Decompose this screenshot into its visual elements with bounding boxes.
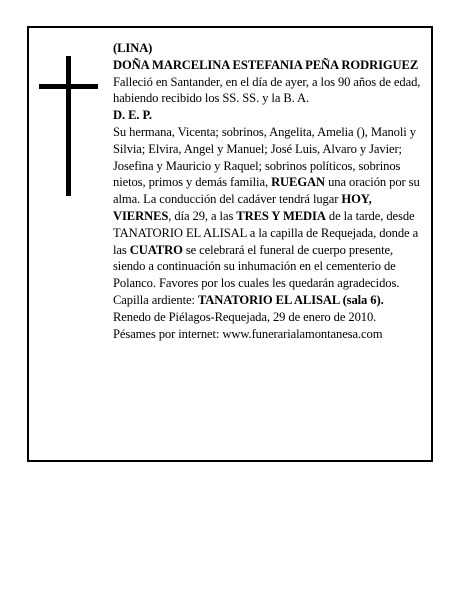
cross-icon — [66, 56, 71, 196]
funeral-time-text: CUATRO — [129, 242, 183, 257]
nickname: (LINA) — [113, 41, 153, 55]
dep-line: D. E. P. — [113, 108, 152, 123]
sacraments-line: habiendo recibido los SS. SS. y la B. A. — [113, 91, 310, 106]
condolences-line: Pésames por internet: www.funerarialamontanesa.com — [113, 326, 383, 341]
death-line: Falleció en Santander, en el día de ayer, a los 90 años de edad, — [113, 74, 421, 89]
chapel-text: TANATORIO EL ALISAL (sala 6). — [197, 292, 384, 307]
family-text: Su hermana, Vicenta; sobrinos, Angelita, Amelia (), Manoli y Silvia; Elvira, Angel y Manuel; José Luis, Alvaro y Javier; Josefina y Mauricio y Raquel; sobrinos políticos, sobrinos nietos, primos y demás familia, — [113, 124, 416, 190]
family-paragraph — [113, 124, 427, 309]
date-text: , día 29, a las — [168, 208, 237, 223]
obituary-text — [113, 40, 427, 342]
cross-icon-bar — [39, 84, 98, 89]
day-text: HOY, VIERNES — [113, 192, 372, 223]
deceased-name: DOÑA MARCELINA ESTEFANIA PEÑA RODRIGUEZ — [113, 57, 419, 72]
prayer-text: una oración por su alma. La conducción del cadáver tendrá lugar — [113, 175, 420, 207]
funeral-text: se celebrará el funeral de cuerpo presente, siendo a continuación su inhumación en el cementerio de Polanco. Favores por los cuales les quedarán agradecidos. Capilla ardiente: — [113, 242, 400, 307]
ruegan-text: RUEGAN — [271, 175, 326, 190]
time-text: TRES Y MEDIA — [236, 208, 326, 223]
from-text: de la tarde, desde TANATORIO EL ALISAL a la capilla de Requejada, donde a las — [113, 208, 419, 257]
place-date-line: Renedo de Piélagos-Requejada, 29 de enero de 2010. — [113, 309, 377, 324]
